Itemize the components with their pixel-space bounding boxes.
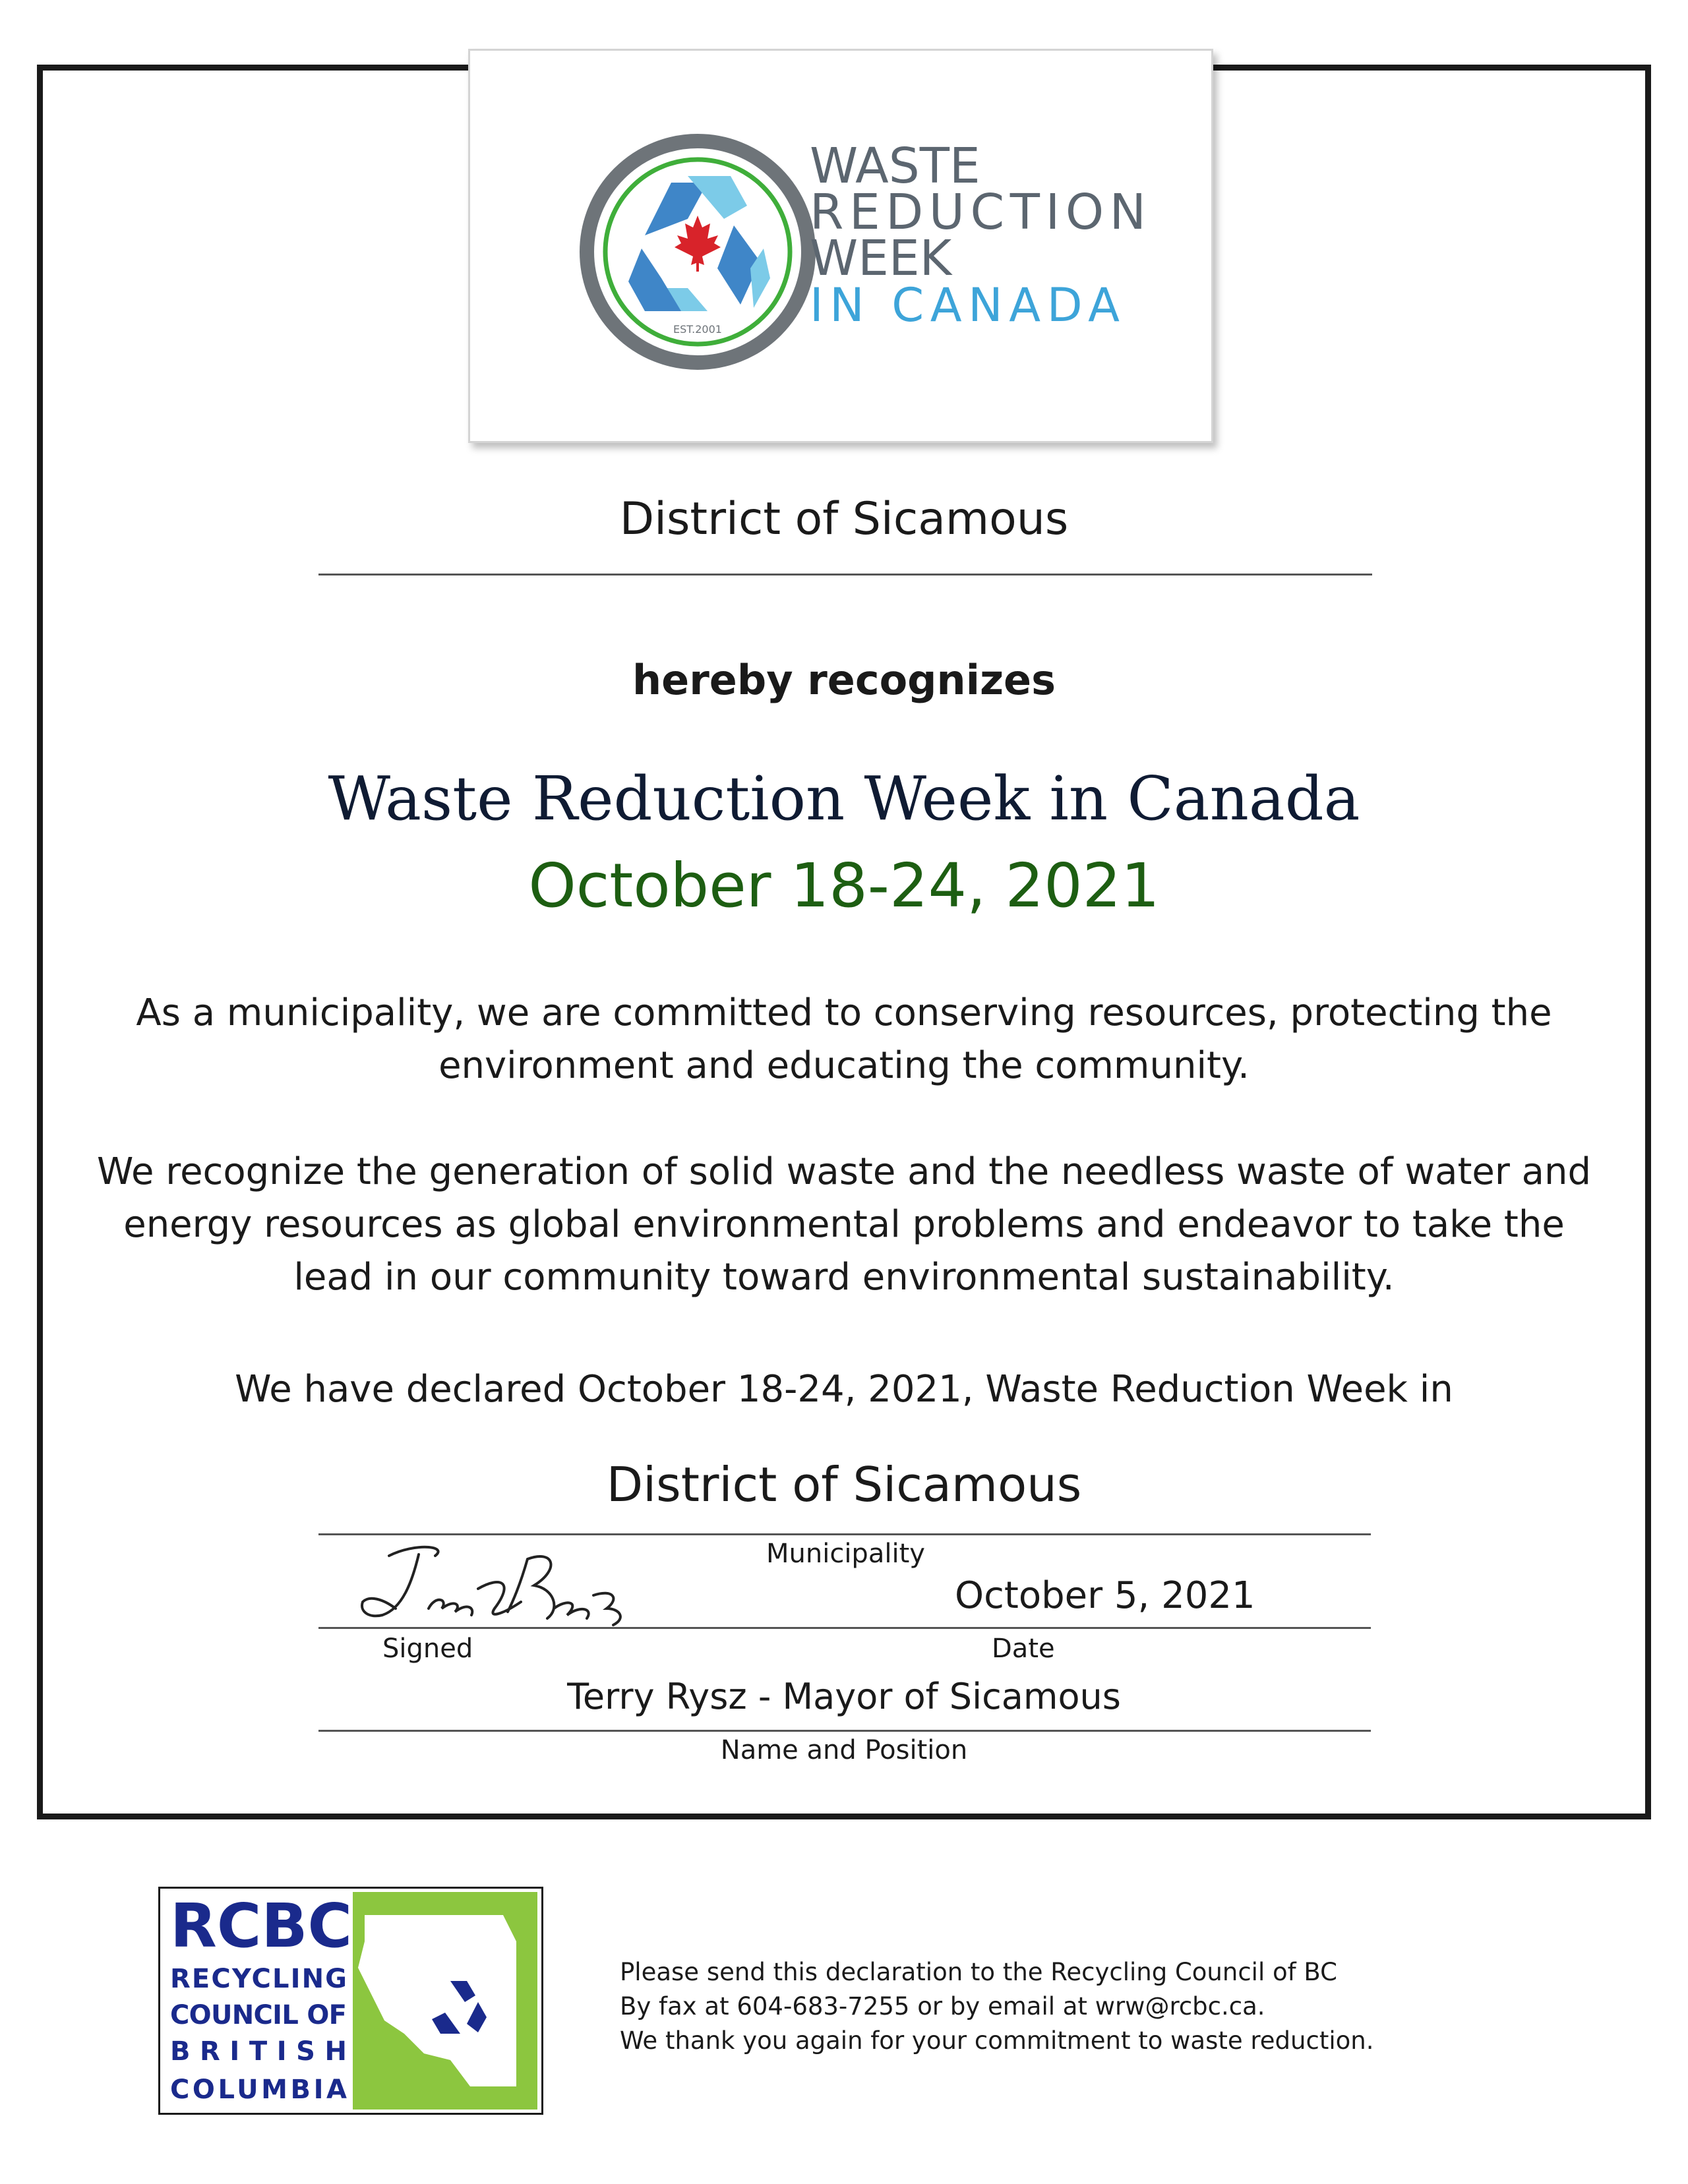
- municipality-label: Municipality: [766, 1539, 925, 1569]
- municipality-declared: District of Sicamous: [606, 1457, 1082, 1512]
- divider-signature: [318, 1627, 1371, 1629]
- footer-instructions: [620, 1955, 1373, 2058]
- paragraph-recognition: [0, 1146, 1688, 1304]
- footer-line: We thank you again for your commitment to waste reduction.: [620, 2026, 1374, 2055]
- signed-date: October 5, 2021: [955, 1574, 1255, 1617]
- footer-line: By fax at 604-683-7255 or by email at wrw@rcbc.ca.: [620, 1992, 1265, 2021]
- paragraph-line: As a municipality, we are committed to conserving resources, protecting the: [136, 991, 1552, 1034]
- rcbc-line1: RECYCLING: [170, 1964, 347, 1994]
- rcbc-line4: COLUMBIA: [170, 2075, 347, 2105]
- name-position-label: Name and Position: [720, 1735, 968, 1765]
- wrw-logo: [470, 51, 1211, 441]
- event-title: Waste Reduction Week in Canada: [328, 763, 1360, 834]
- paragraph-line: lead in our community toward environmental sustainability.: [293, 1256, 1395, 1299]
- logo-text-week: WEEK: [810, 230, 952, 287]
- declaration-text: We have declared October 18-24, 2021, Waste Reduction Week in: [235, 1368, 1453, 1411]
- recognizes-text: hereby recognizes: [632, 656, 1056, 704]
- municipality-heading: District of Sicamous: [619, 493, 1069, 545]
- date-label: Date: [992, 1634, 1055, 1664]
- signature-image: [356, 1536, 646, 1635]
- rcbc-line3: BRITISH: [170, 2036, 347, 2067]
- paragraph-commitment: [0, 987, 1688, 1092]
- divider-top: [318, 574, 1372, 576]
- divider-municipality: [318, 1533, 1371, 1535]
- signed-label: Signed: [382, 1634, 473, 1664]
- paragraph-line: environment and educating the community.: [438, 1044, 1250, 1087]
- rcbc-line2: COUNCIL OF: [170, 2000, 347, 2030]
- rcbc-logo: [158, 1887, 543, 2115]
- logo-text-reduction: REDUCTION: [810, 184, 1146, 241]
- logo-text-canada: IN CANADA: [810, 278, 1120, 332]
- divider-name: [318, 1730, 1371, 1732]
- wrw-logo-card: [468, 49, 1213, 443]
- logo-est: EST.2001: [673, 323, 722, 336]
- paragraph-line: energy resources as global environmental problems and endeavor to take the: [123, 1203, 1565, 1246]
- paragraph-line: We recognize the generation of solid waste and the needless waste of water and: [96, 1150, 1592, 1193]
- footer-line: Please send this declaration to the Recycling Council of BC: [620, 1958, 1337, 1986]
- event-dates: October 18-24, 2021: [528, 850, 1160, 921]
- rcbc-acronym: RCBC: [170, 1891, 352, 1961]
- name-position: Terry Rysz - Mayor of Sicamous: [567, 1676, 1121, 1717]
- logo-text-waste: WASTE: [810, 138, 980, 194]
